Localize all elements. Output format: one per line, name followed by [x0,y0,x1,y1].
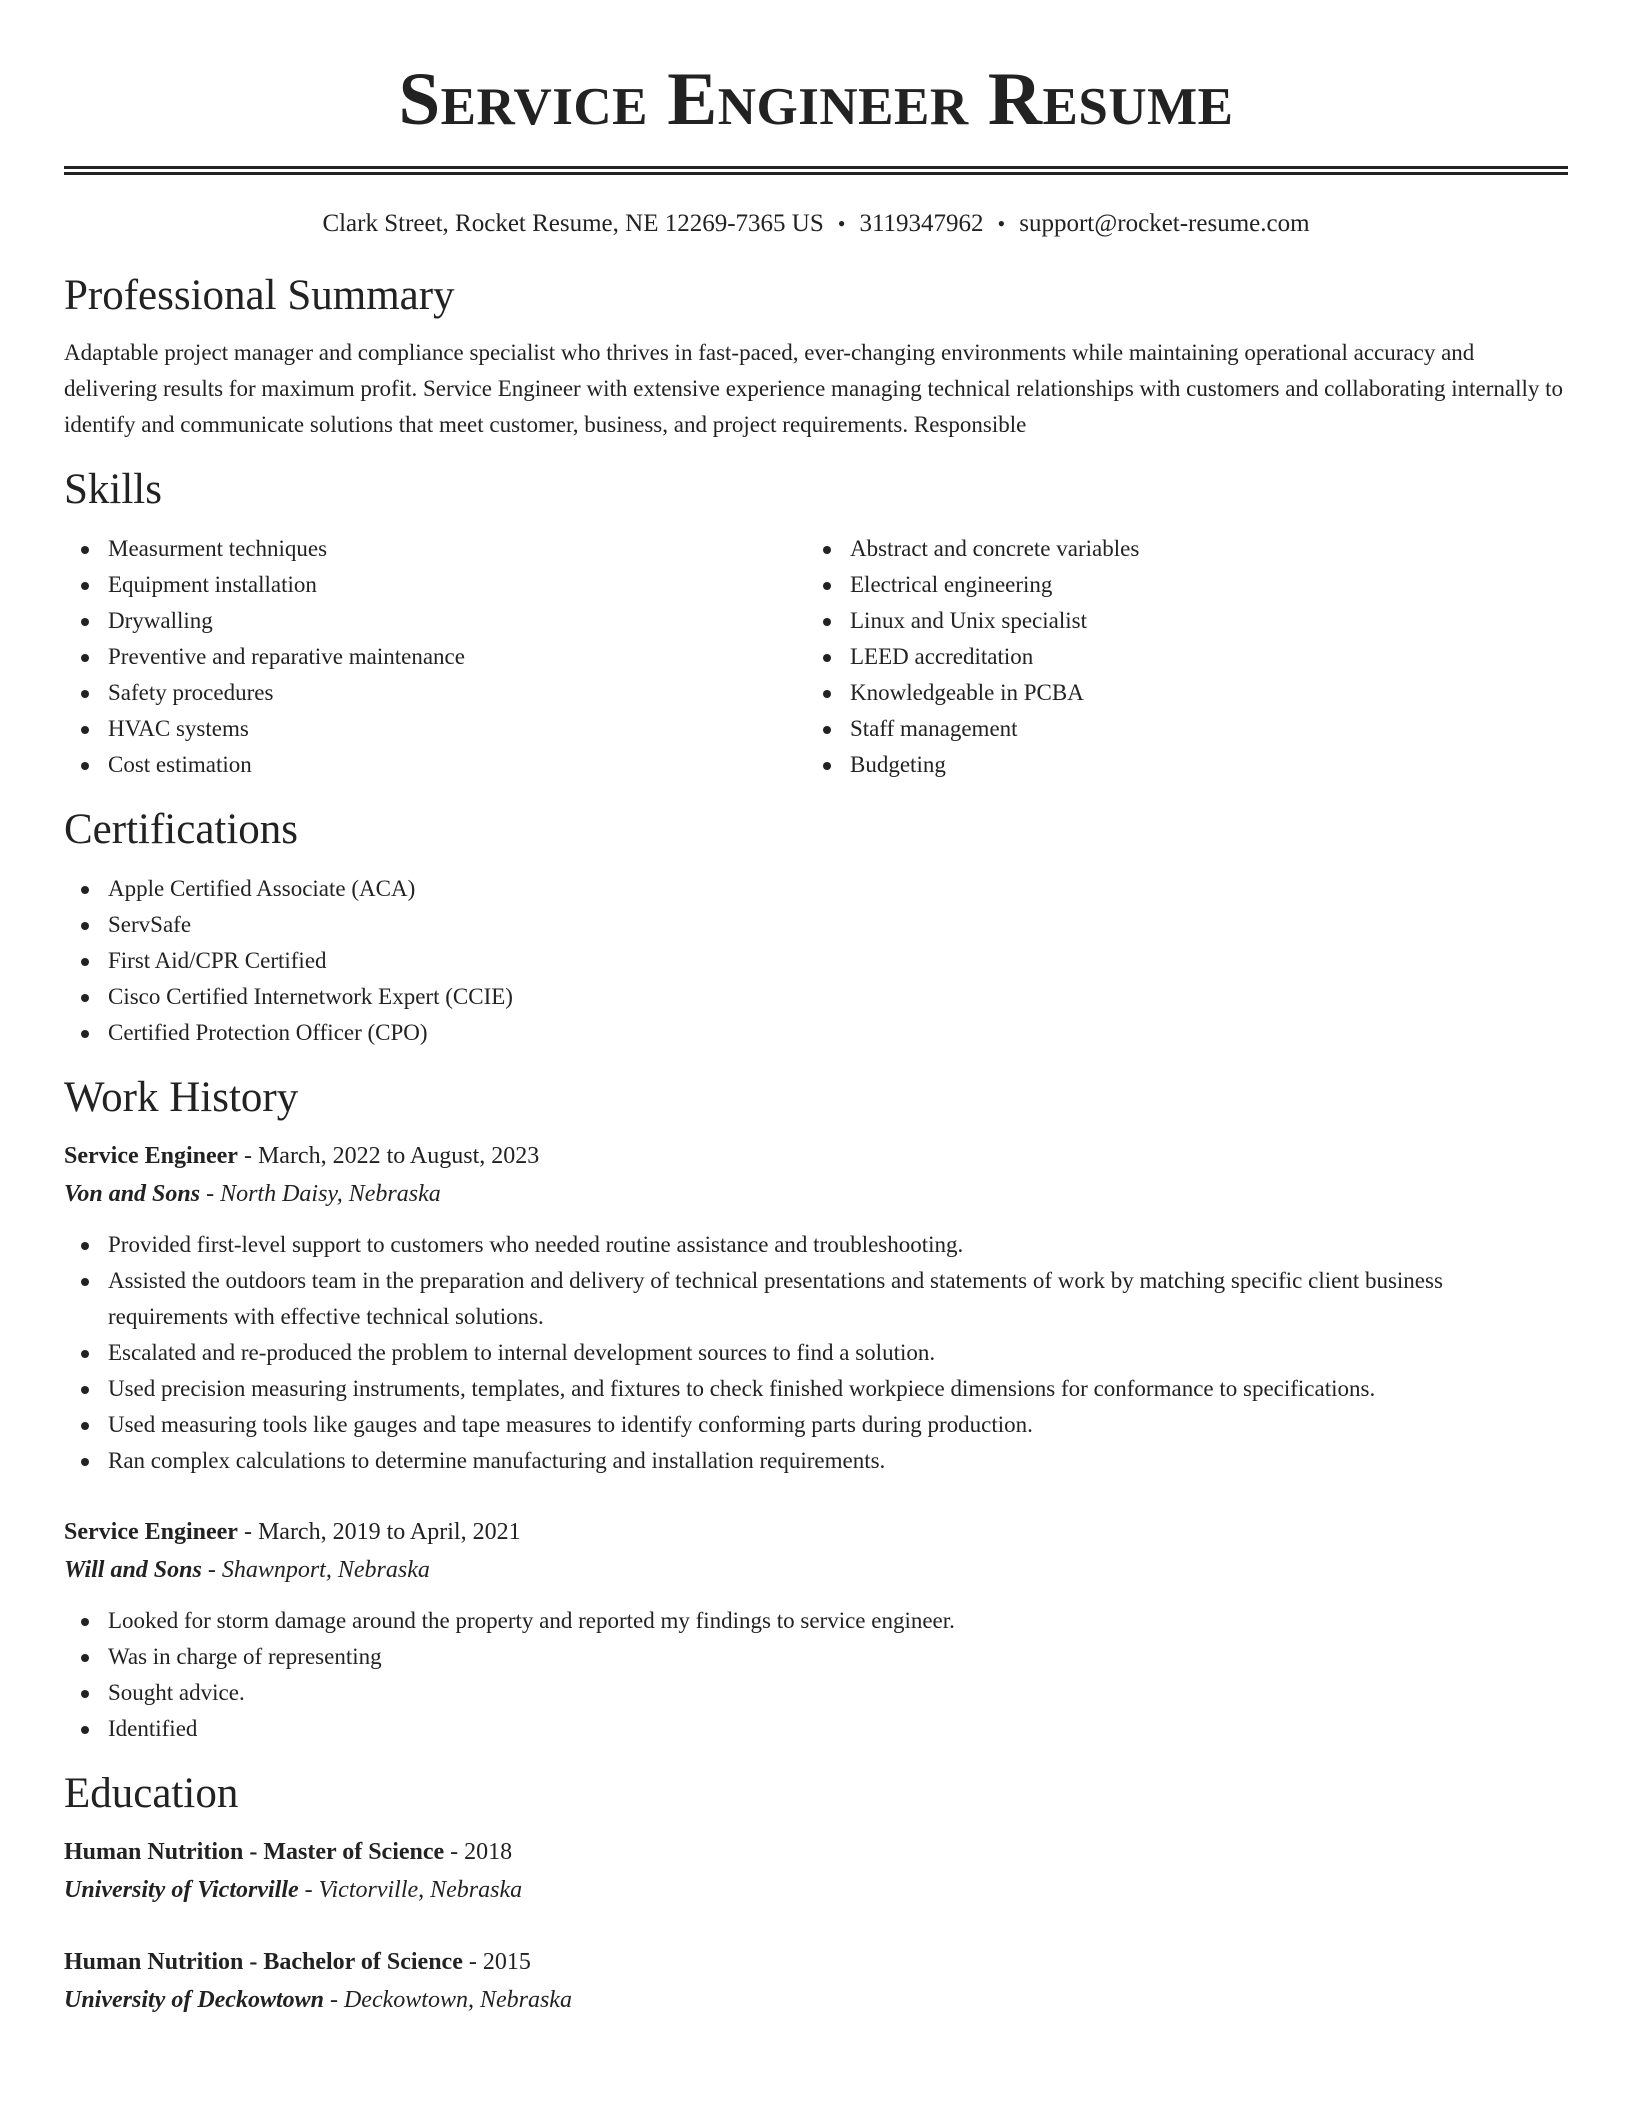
skill-item: Staff management [806,711,1548,747]
education-heading: Education [64,1770,239,1817]
summary-heading: Professional Summary [64,272,455,319]
skill-item: Drywalling [64,603,806,639]
certifications-heading: Certifications [64,806,299,853]
company-line [64,1175,1568,1213]
skills-grid [64,531,1568,783]
job-duty: Sought advice. [64,1675,1568,1711]
contact-address: Clark Street, Rocket Resume, NE 12269-7365 US [322,210,824,237]
company-location: - Shawnport, Nebraska [201,1557,430,1583]
summary-text: Adaptable project manager and compliance specialist who thrives in fast-paced, ever-changing environments while maintaining operational accuracy and delivering results for maximum profit. Service Engineer with extensive experience managing technical relationships with customers and collaborating internally to identify and communicate solutions that meet customer, business, and project requirements. Responsible [64,340,1564,437]
education-entry [64,1833,1568,1909]
skills-list-right [806,531,1548,783]
company-line [64,1551,1568,1589]
job-duty: Used measuring tools like gauges and tape measures to identify conforming parts during production. [64,1407,1568,1443]
school-name: University of Victorville [64,1877,299,1903]
job-entry [64,1513,1568,1747]
contact-phone: 3119347962 [859,210,984,237]
certification-item: First Aid/CPR Certified [64,943,1568,979]
skill-item: Electrical engineering [806,567,1548,603]
job-duty: Provided first-level support to customers who needed routine assistance and troubleshooting. [64,1227,1568,1263]
contact-line [64,209,1568,239]
skill-item: Equipment installation [64,567,806,603]
job-title-line [64,1137,1568,1175]
degree-line [64,1833,1568,1871]
education-section [64,1767,1568,2019]
separator-dot: • [837,211,846,236]
school-name: University of Deckowtown [64,1987,324,2013]
skill-item: HVAC systems [64,711,806,747]
degree-name: Human Nutrition - Master of Science [64,1839,445,1865]
skills-heading: Skills [64,466,162,513]
skills-section [64,463,1568,783]
school-line [64,1871,1568,1909]
job-duty: Identified [64,1711,1568,1747]
school-location: - Victorville, Nebraska [298,1877,523,1903]
certifications-section [64,803,1568,1051]
job-duties-list [64,1227,1568,1479]
skill-item: Cost estimation [64,747,806,783]
degree-year: - 2018 [444,1839,513,1865]
job-title: Service Engineer [64,1143,238,1169]
job-duty: Looked for storm damage around the property and reported my findings to service engineer. [64,1603,1568,1639]
degree-year: - 2015 [462,1949,531,1975]
skill-item: LEED accreditation [806,639,1548,675]
work-history-section [64,1071,1568,1747]
work-history-heading: Work History [64,1074,299,1121]
degree-name: Human Nutrition - Bachelor of Science [64,1949,463,1975]
certifications-list [64,871,1568,1051]
skill-item: Linux and Unix specialist [806,603,1548,639]
company-name: Von and Sons [64,1181,201,1207]
job-title-line [64,1513,1568,1551]
contact-email: support@rocket-resume.com [1019,210,1310,237]
skill-item: Knowledgeable in PCBA [806,675,1548,711]
job-duties-list [64,1603,1568,1747]
certification-item: Apple Certified Associate (ACA) [64,871,1568,907]
job-duty: Was in charge of representing [64,1639,1568,1675]
company-name: Will and Sons [64,1557,202,1583]
certification-item: ServSafe [64,907,1568,943]
separator-dot: • [997,211,1006,236]
summary-section [64,269,1568,443]
job-title: Service Engineer [64,1519,238,1545]
skill-item: Preventive and reparative maintenance [64,639,806,675]
skills-list-left [64,531,806,783]
education-entry [64,1943,1568,2019]
certification-item: Cisco Certified Internetwork Expert (CCIE) [64,979,1568,1015]
title-divider [64,166,1568,175]
school-location: - Deckowtown, Nebraska [323,1987,572,2013]
certification-item: Certified Protection Officer (CPO) [64,1015,1568,1051]
page-title: Service Engineer Resume [398,58,1234,141]
company-location: - North Daisy, Nebraska [200,1181,441,1207]
job-duty: Ran complex calculations to determine manufacturing and installation requirements. [64,1443,1568,1479]
school-line [64,1981,1568,2019]
job-dates: - March, 2019 to April, 2021 [237,1519,521,1545]
skill-item: Abstract and concrete variables [806,531,1548,567]
skill-item: Budgeting [806,747,1548,783]
skill-item: Measurment techniques [64,531,806,567]
job-dates: - March, 2022 to August, 2023 [237,1143,540,1169]
job-entry [64,1137,1568,1479]
job-duty: Escalated and re-produced the problem to internal development sources to find a solution. [64,1335,1568,1371]
resume-page [64,0,1568,2019]
job-duty: Used precision measuring instruments, templates, and fixtures to check finished workpiece dimensions for conformance to specifications. [64,1371,1568,1407]
job-duty: Assisted the outdoors team in the preparation and delivery of technical presentations and statements of work by matching specific client business requirements with effective technical solutions. [64,1263,1568,1335]
degree-line [64,1943,1568,1981]
skill-item: Safety procedures [64,675,806,711]
